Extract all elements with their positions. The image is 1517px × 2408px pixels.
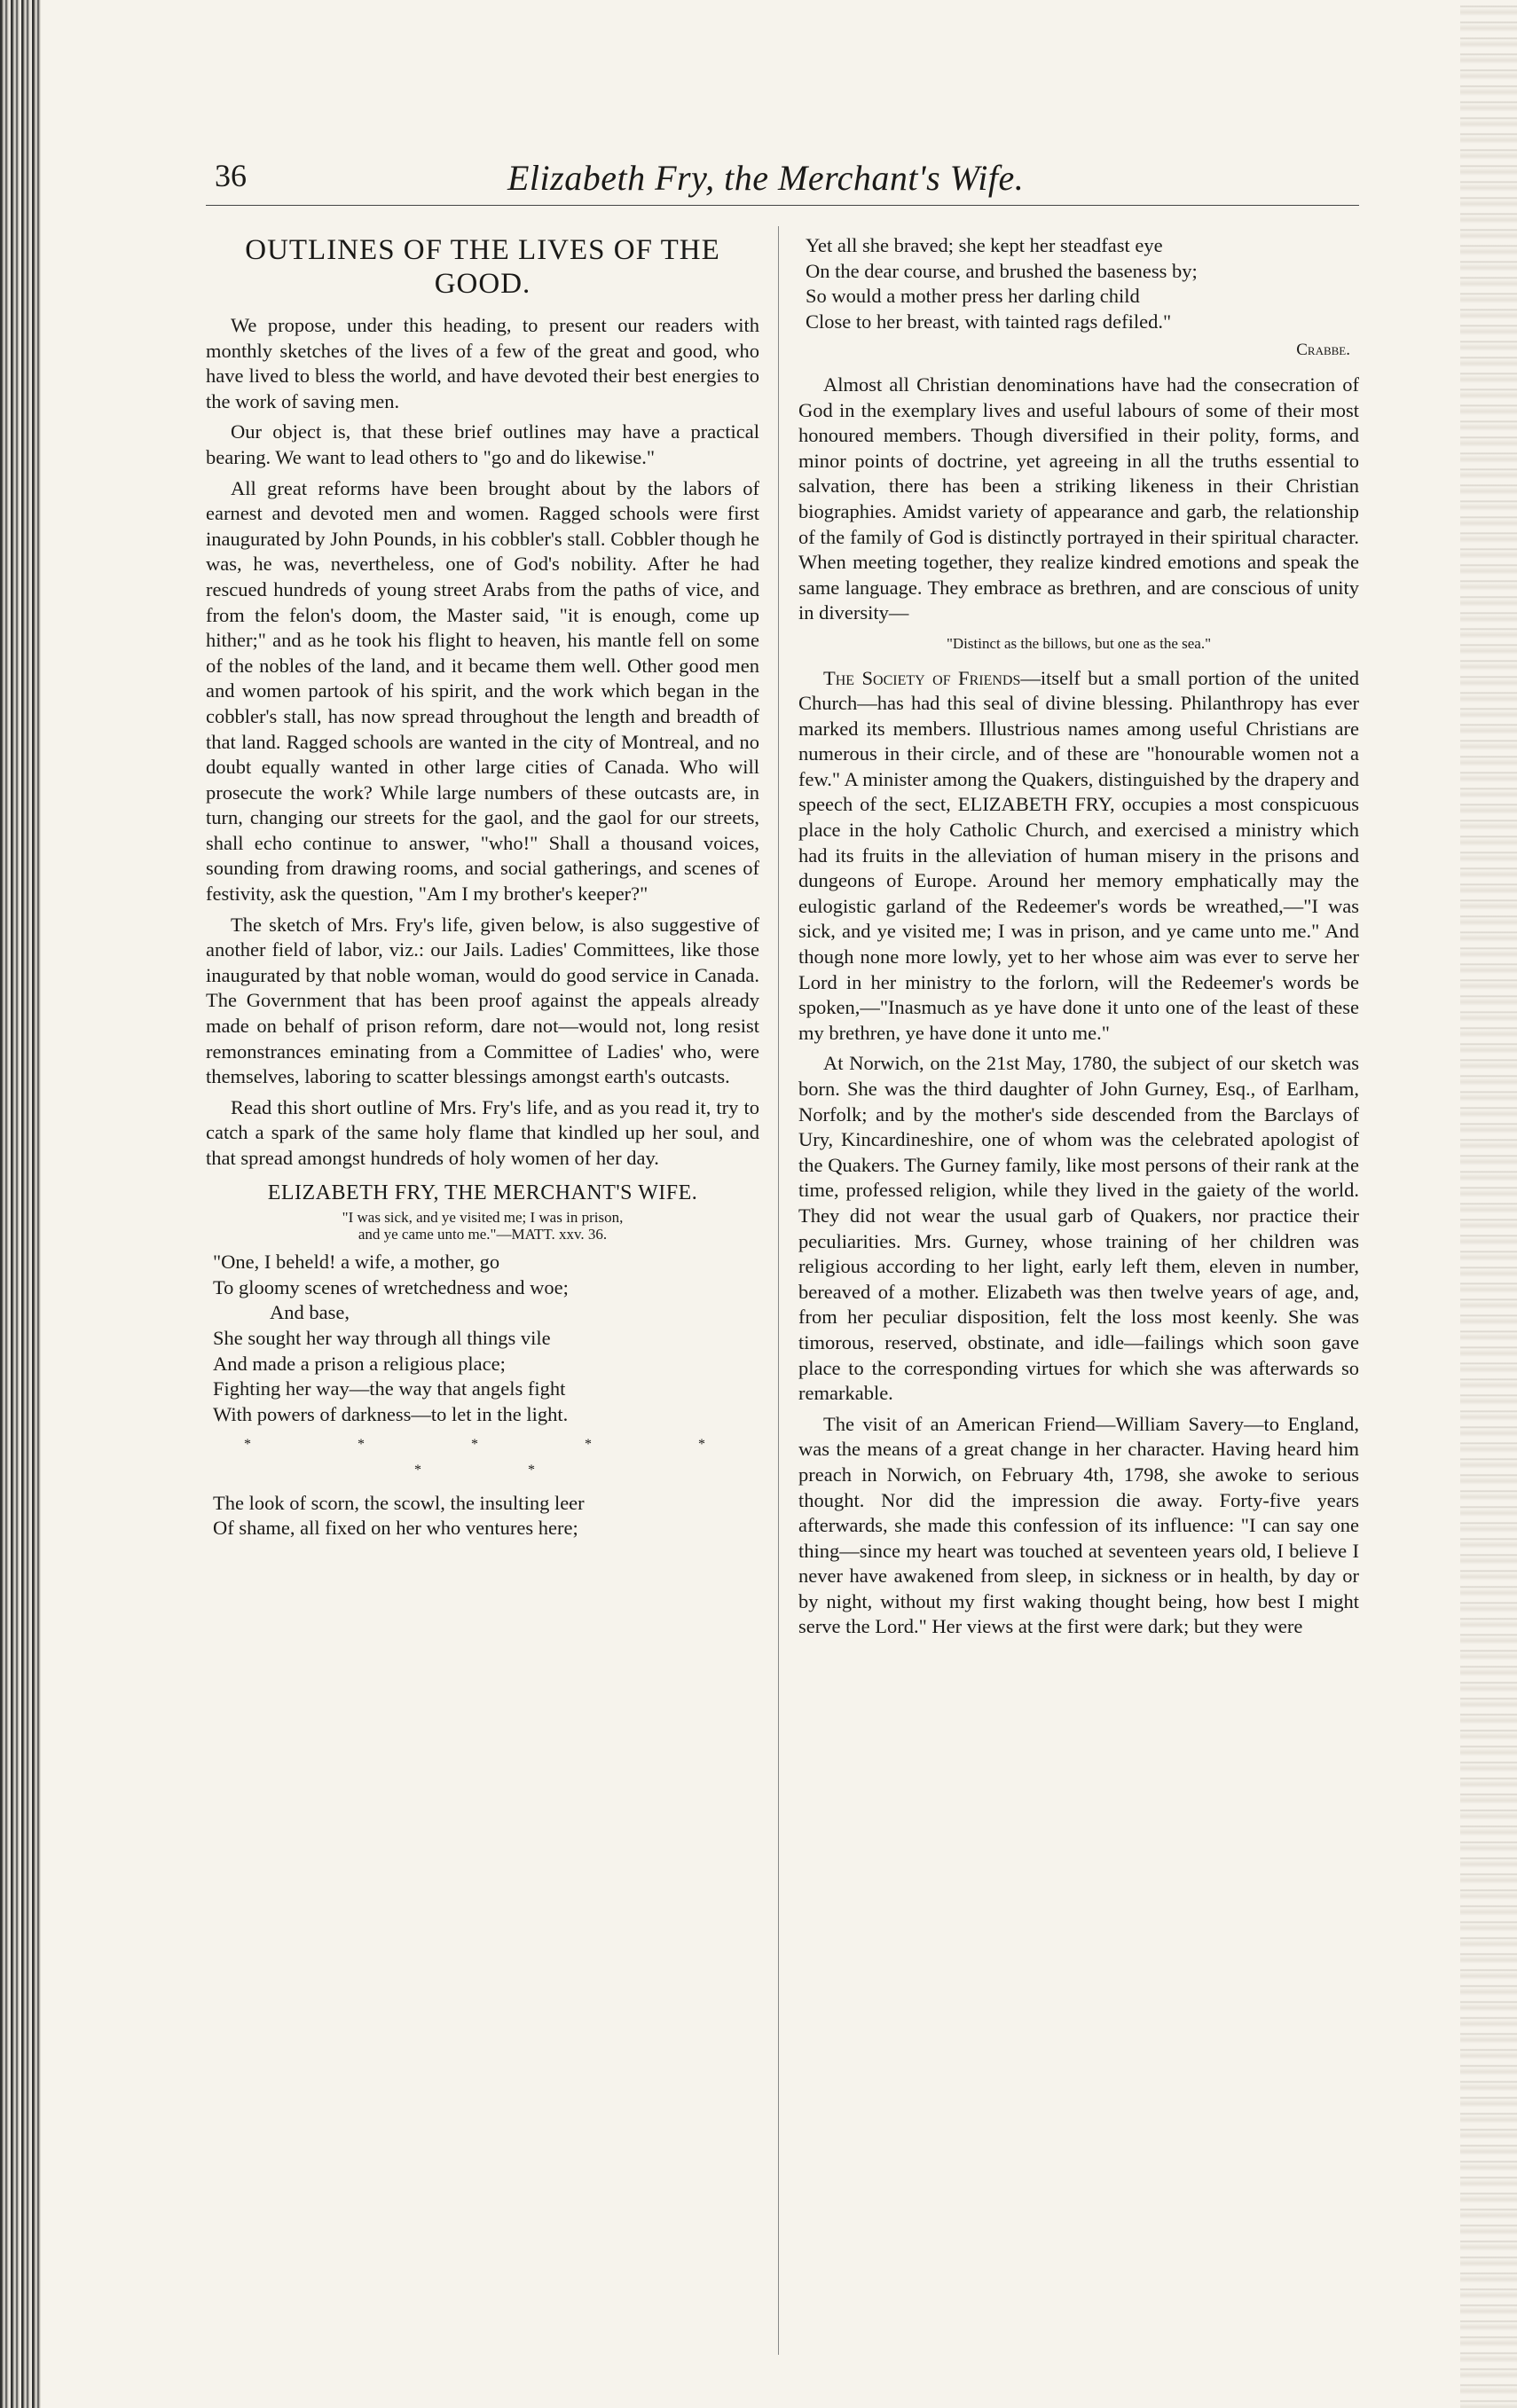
body-paragraph-2-text: —itself but a small portion of the united Church—has had this seal of divine blessing. Philanthropy has ever marked its members. Illustrious names among useful Christians are numerous in their circle, and of these are "honourable women not a few." A minister among the Quakers, distinguished by the drapery and speech of the sect, ELIZABETH FRY, occupies a most conspicuous place in the holy Catholic Church, and exercised a ministry which had its fruits in the alleviation of human misery in the prisons and dungeons of Europe. Around her memory emphatically may the eulogistic garland of the Redeemer's words be wreathed,—"I was sick, and ye visited me; I was in prison, and ye came unto me." And though none more lowly, yet to her whose aim was ever to serve her Lord in her ministry to the forlorn, will the Redeemer's words be spoken,—"Inasmuch as ye have done it unto one of the least of these my brethren, ye have done it unto me."	[798, 666, 1359, 1044]
section-title-line1: OUTLINES OF THE LIVES OF THE	[245, 234, 720, 266]
quote-line: "Distinct as the billows, but one as the sea."	[946, 634, 1212, 652]
verse-separator: * * * * * * *	[244, 1437, 757, 1478]
running-head	[206, 155, 1359, 206]
verse-line: The look of scorn, the scowl, the insulting leer	[213, 1491, 585, 1514]
verse-attribution: Crabbe.	[1296, 341, 1350, 360]
body-paragraph-2	[798, 666, 1359, 1047]
book-spine-edge	[0, 0, 41, 2408]
section-title	[206, 233, 759, 301]
body-paragraph-3: At Norwich, on the 21st May, 1780, the subject of our sketch was born. She was the third daughter of John Gurney, Esq., of Earlham, Norfolk; and by the mother's side descended from the Barclays of Ury, Kincardineshire, one of whom was the celebrated apologist of the Quakers. The Gurney family, like most persons of their rank at the time, professed religion, while they lived in the gaiety of the world. They did not wear the usual garb of Quakers, nor practice their peculiarities. Mrs. Gurney, whose training of her children was religious according to her light, early left them, eleven in number, bereaved of a mother. Elizabeth was then twelve years of age, and, from her peculiar disposition, felt the loss most keenly. She was timorous, reserved, obstinate, and idle—failings which soon gave place to the corresponding virtues for which she was afterwards so remarkable.	[798, 1052, 1359, 1405]
epigraph	[206, 1209, 759, 1243]
verse-line: So would a mother press her darling child	[806, 285, 1140, 308]
body-paragraph-4: The visit of an American Friend—William Savery—to England, was the means of a great change in her character. Having heard him preach in Norwich, on February 4th, 1798, she awoke to serious thought. Nor did the impression die away. Forty-five years afterwards, she made this confession of its influence: "I can say one thing—since my heart was touched at seventeen years old, I believe I never have awakened from sleep, in sickness or in health, by day or by night, without my first waking thought being, how best I might serve the Lord." Her views at the first were dark; but they were	[798, 1412, 1359, 1638]
intro-paragraph-5: Read this short outline of Mrs. Fry's life, and as you read it, try to catch a spark of the same holy flame that kindled up her soul, and that spread amongst hundreds of holy women of her day.	[206, 1095, 759, 1169]
article-title: ELIZABETH FRY, THE MERCHANT'S WIFE.	[267, 1180, 698, 1204]
verse-line: Of shame, all fixed on her who ventures here;	[213, 1517, 578, 1540]
intro-paragraph-2: Our object is, that these brief outlines may have a practical bearing. We want to lead others to "go and do likewise."	[206, 420, 759, 468]
intro-paragraph-4: The sketch of Mrs. Fry's life, given below, is also suggestive of another field of labor, viz.: our Jails. Ladies' Committees, like those inaugurated by that noble woman, would do good service in Canada. The Government that has been proof against the appeals already made on behalf of prison reform, dare not—would not, long resist remonstrances eminating from a Committee of Ladies' who, were themselves, laboring to scatter blessings amongst earth's outcasts.	[206, 913, 759, 1088]
epigraph-line-2: and ye came unto me."—MATT. xxv. 36.	[358, 1226, 608, 1243]
verse-stanza-1	[206, 1250, 759, 1427]
section-title-line2: GOOD.	[434, 268, 531, 300]
epigraph-line-1: "I was sick, and ye visited me; I was in prison,	[342, 1209, 624, 1227]
verse-line: And base,	[270, 1301, 350, 1324]
verse-line: "One, I beheld! a wife, a mother, go	[213, 1251, 500, 1274]
verse-line: She sought her way through all things vile	[213, 1326, 551, 1349]
society-of-friends-lead: The Society of Friends	[823, 666, 1021, 689]
left-column	[206, 233, 759, 1547]
body-paragraph-1: Almost all Christian denominations have had the consecration of God in the exemplary lives and useful labours of some of their most honoured members. Though diversified in their polity, forms, and minor points of doctrine, yet agreeing in all the truths essential to salvation, there has been a striking likeness in their Christian biographies. Amidst variety of appearance and garb, the relationship of the family of God is distinctly portrayed in their spiritual character. When meeting together, they realize kindred emotions and speak the same language. They embrace as brethren, and are conscious of unity in diversity—	[798, 373, 1359, 624]
verse-line: And made a prison a religious place;	[213, 1352, 506, 1375]
verse-line: On the dear course, and brushed the baseness by;	[806, 259, 1198, 282]
verse-stanza-3	[798, 233, 1359, 334]
column-divider	[778, 226, 779, 2355]
verse-stanza-2	[206, 1491, 759, 1541]
document-page	[206, 155, 1359, 2373]
intro-paragraph-3: All great reforms have been brought about by the labors of earnest and devoted men and women. Ragged schools were first inaugurated by John Pounds, in his cobbler's stall. Cobbler though he was, he was, nevertheless, one of God's nobility. After he had rescued hundreds of young street Arabs from the paths of vice, and from the felon's doom, the Master said, "it is enough, come up hither;" and as he took his flight to heaven, his mantle fell on some of the nobles of the land, and it became them well. Other good men and women partook of his spirit, and the work which began in the cobbler's stall, has now spread throughout the length and breadth of that land. Ragged schools are wanted in the city of Montreal, and no doubt equally wanted in other large cities of Canada. Who will prosecute the work? While large numbers of these outcasts are, in turn, changing our streets for the gaol, and the gaol for our streets, shall echo continue to answer, "who!" Shall a thousand voices, sounding from drawing rooms, and social gatherings, and scenes of festivity, ask the question, "Am I my brother's keeper?"	[206, 476, 759, 906]
right-column	[798, 233, 1359, 1645]
verse-line: With powers of darkness—to let in the light.	[213, 1402, 569, 1425]
page-number: 36	[215, 158, 247, 193]
verse-line: Yet all she braved; she kept her steadfast eye	[806, 234, 1163, 256]
verse-line: To gloomy scenes of wretchedness and woe;	[213, 1275, 569, 1298]
verse-line: Close to her breast, with tainted rags defiled."	[806, 310, 1172, 333]
intro-paragraph-1: We propose, under this heading, to present our readers with monthly sketches of the lives of a few of the great and good, who have lived to bless the world, and have devoted their best energies to the work of saving men.	[206, 314, 759, 412]
page-edge-right	[1460, 0, 1517, 2408]
running-title: Elizabeth Fry, the Merchant's Wife.	[507, 158, 1025, 198]
verse-line: Fighting her way—the way that angels fight	[213, 1377, 566, 1400]
